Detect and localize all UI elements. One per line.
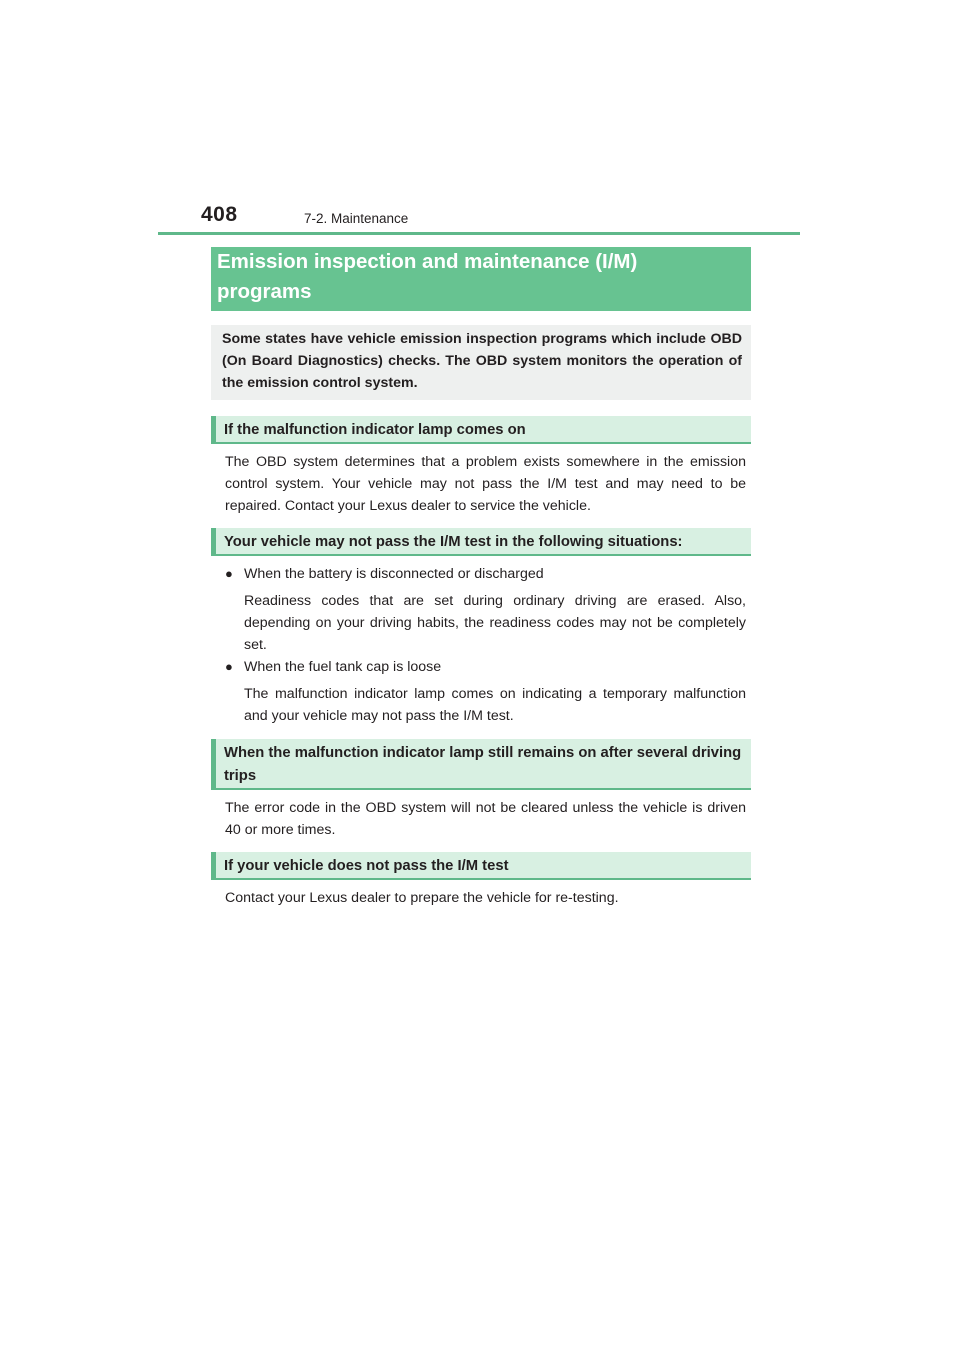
section-label: 7-2. Maintenance <box>304 211 409 226</box>
subheading-test-failed <box>211 852 751 880</box>
bullet-icon: ● <box>225 659 233 674</box>
intro-text: Some states have vehicle emission inspection programs which include OBD (On Board Diagnostics) checks. The OBD system monitors the operation of the emission control system. <box>222 331 742 391</box>
list-item-detail: Readiness codes that are set during ordinary driving are erased. Also, depending on your driving habits, the readiness codes may not be completely set. <box>244 593 746 653</box>
subheading-text: Your vehicle may not pass the I/M test in the following situations: <box>224 534 683 550</box>
header-rule <box>158 232 800 235</box>
list-item-detail: The malfunction indicator lamp comes on indicating a temporary malfunction and your vehicle may not pass the I/M test. <box>244 686 746 724</box>
body-paragraph: Contact your Lexus dealer to prepare the vehicle for re-testing. <box>225 890 619 906</box>
subheading-text: If the malfunction indicator lamp comes on <box>224 422 526 438</box>
title-banner <box>211 247 751 311</box>
list-item-text: When the fuel tank cap is loose <box>244 659 442 675</box>
intro-box <box>211 325 751 400</box>
body-paragraph: The OBD system determines that a problem exists somewhere in the emission control system. Your vehicle may not pass the I/M test and may need to be repaired. Contact your Lexus dealer to service the vehicle. <box>225 454 746 514</box>
page-title: Emission inspection and maintenance (I/M) programs <box>217 250 638 303</box>
subheading-malfunction-lamp <box>211 416 751 444</box>
bullet-icon: ● <box>225 566 233 581</box>
subheading-test-situations <box>211 528 751 556</box>
subheading-text: When the malfunction indicator lamp still remains on after several driving trips <box>224 745 742 784</box>
page-number: 408 <box>201 203 238 226</box>
subheading-text: If your vehicle does not pass the I/M test <box>224 858 509 874</box>
body-paragraph: The error code in the OBD system will not be cleared unless the vehicle is driven 40 or more times. <box>225 800 746 838</box>
page-header <box>158 200 800 236</box>
subheading-lamp-remains-on <box>211 739 751 790</box>
list-item-text: When the battery is disconnected or discharged <box>244 566 544 582</box>
